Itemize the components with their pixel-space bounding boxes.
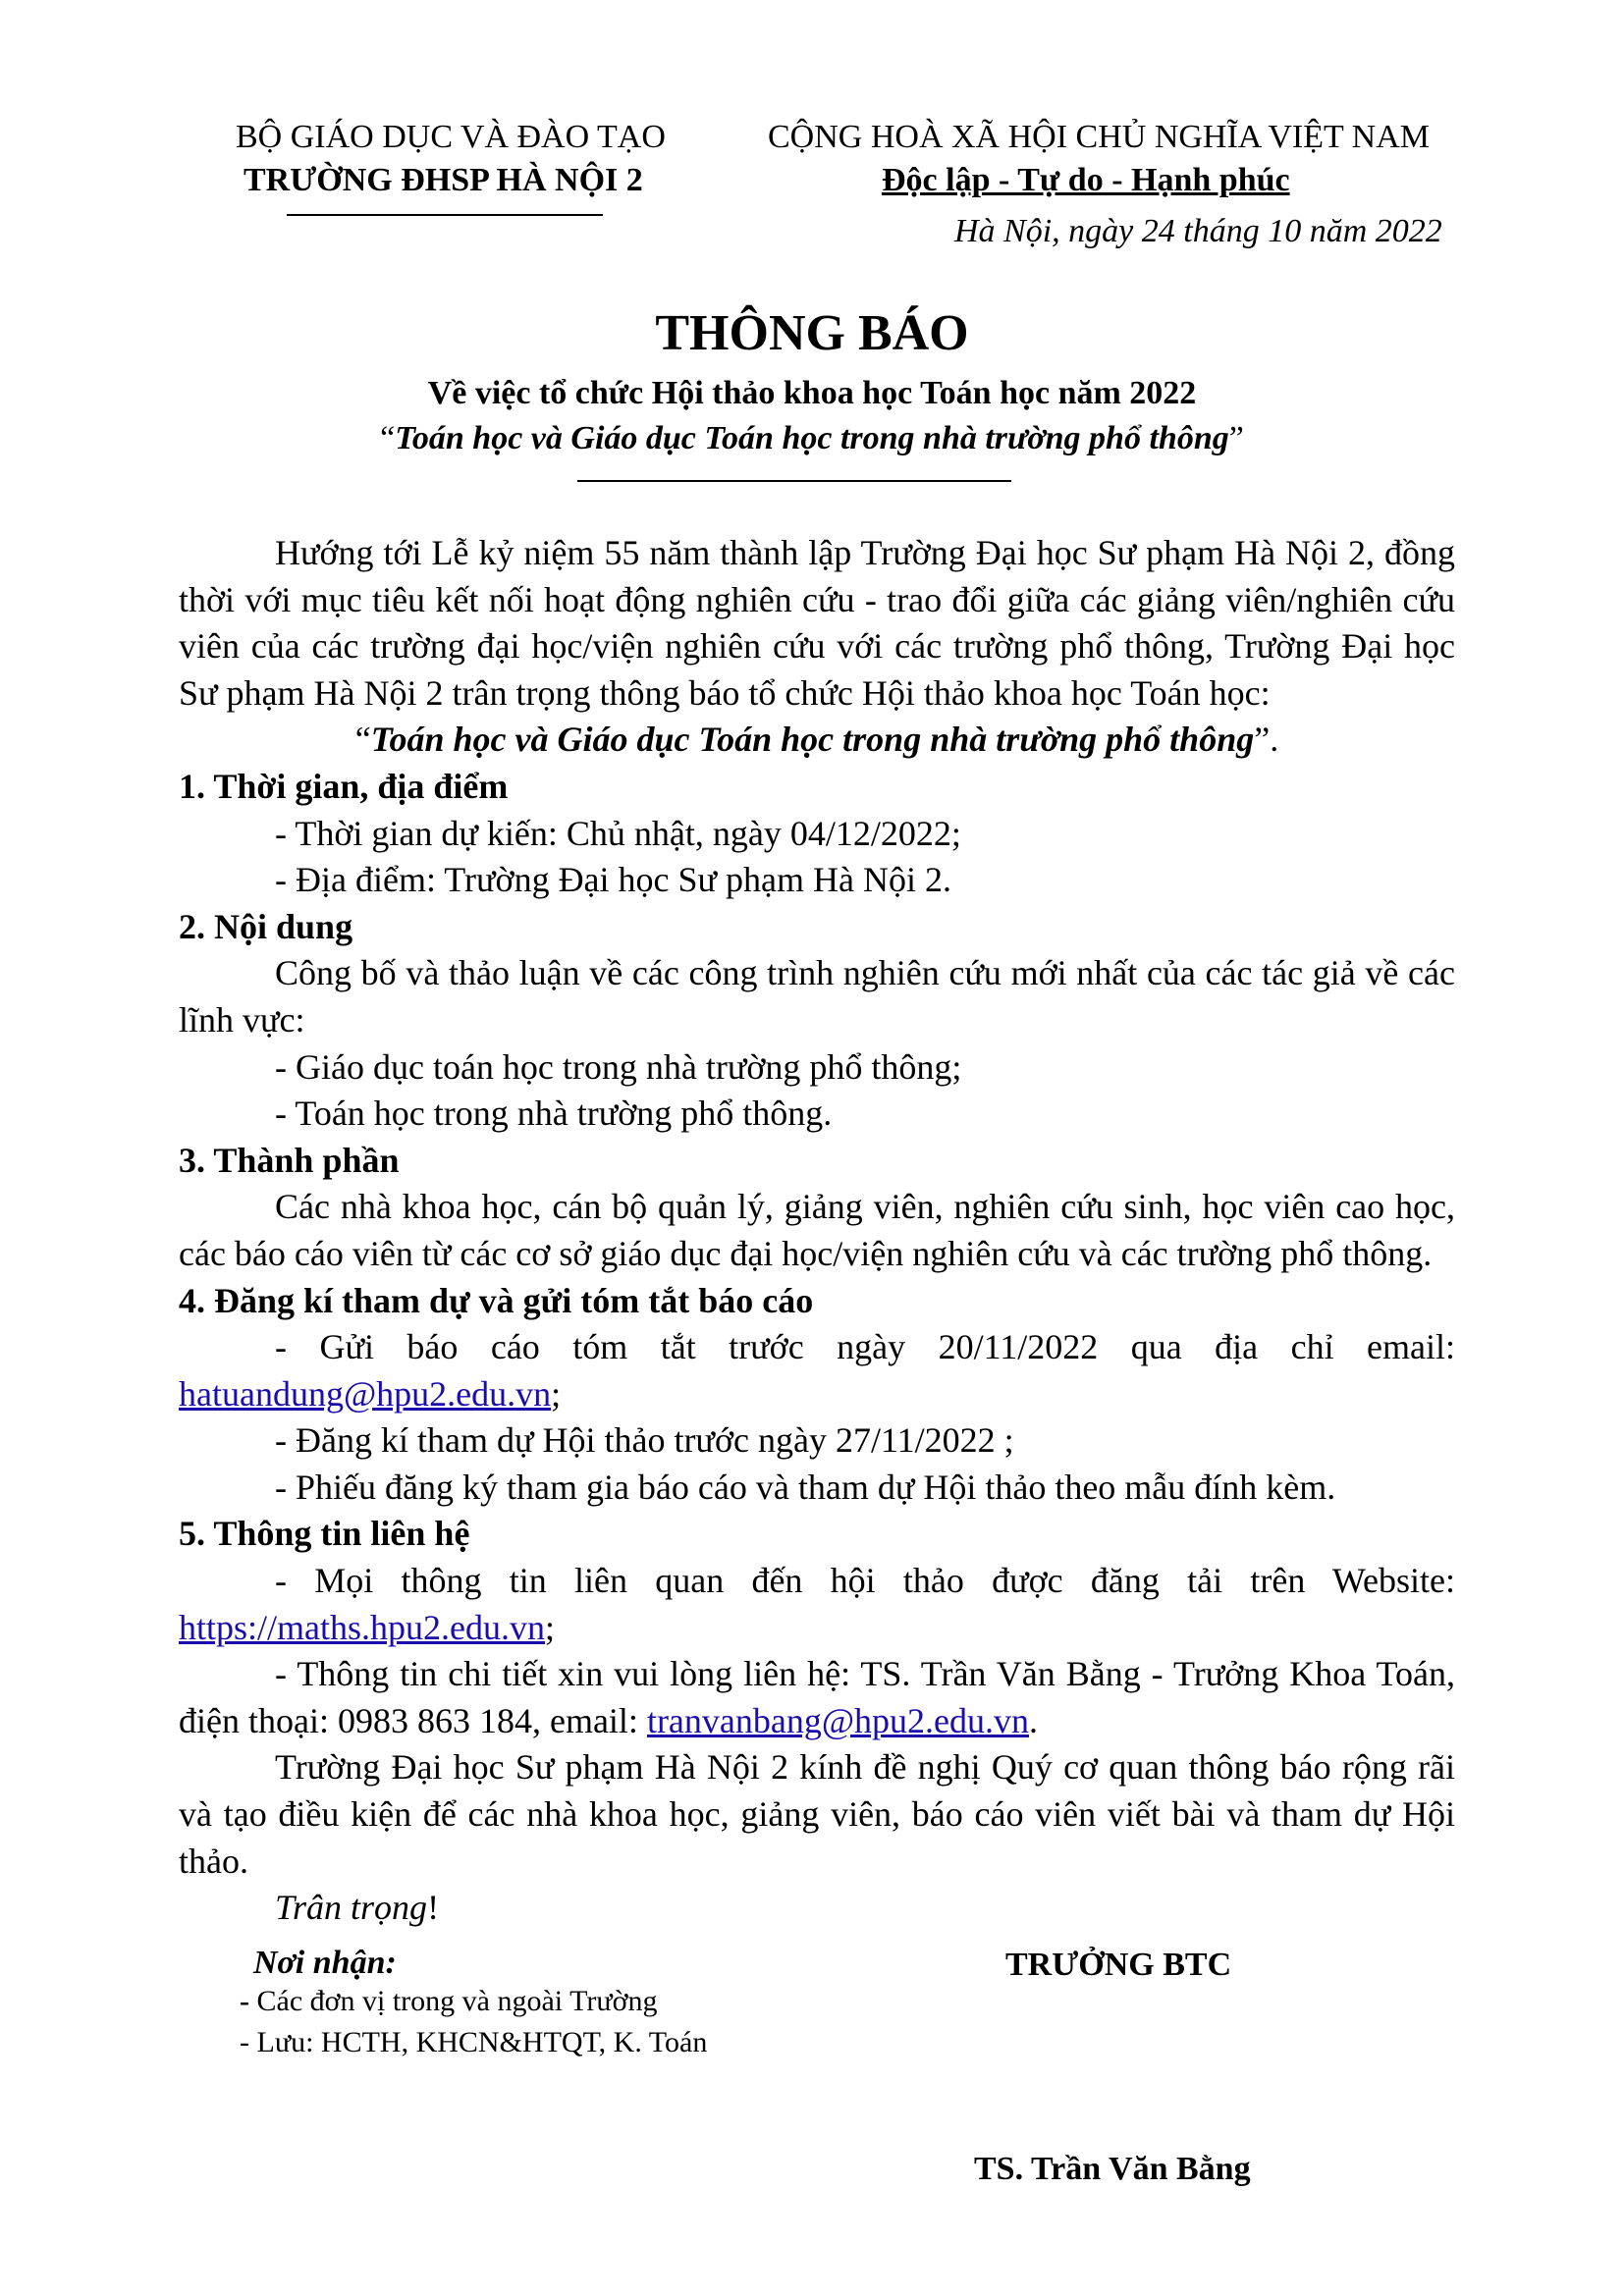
section-4-item-1-end: ; xyxy=(551,1373,562,1414)
document-body xyxy=(179,530,1455,1932)
section-5-heading: 5. Thông tin liên hệ xyxy=(179,1514,470,1554)
signature-role: TRƯỞNG BTC xyxy=(1005,1947,1232,1983)
website-link[interactable]: https://maths.hpu2.edu.vn xyxy=(179,1607,545,1647)
section-5-item-2-text: - Thông tin chi tiết xin vui lòng liên hệ: TS. Trần Văn Bằng - Trưởng Khoa Toán, điện thoại: 0983 863 184, email: xyxy=(179,1654,1455,1740)
recipients-item-2: - Lưu: HCTH, KHCN&HTQT, K. Toán xyxy=(240,2026,708,2058)
country-name: CỘNG HOÀ XÃ HỘI CHỦ NGHĨA VIỆT NAM xyxy=(768,119,1431,155)
motto: Độc lập - Tự do - Hạnh phúc xyxy=(882,162,1290,198)
recipients-item-1-text: Các đơn vị trong và ngoài Trường xyxy=(249,1985,658,2017)
closing-regards xyxy=(179,1885,1455,1932)
section-2-text: Công bố và thảo luận về các công trình nghiên cứu mới nhất của các tác giả về các lĩnh vực: xyxy=(179,953,1455,1040)
section-4-item-1-text: - Gửi báo cáo tóm tắt trước ngày 20/11/2022 qua địa chỉ email: xyxy=(275,1327,1455,1367)
intro-paragraph: Hướng tới Lễ kỷ niệm 55 năm thành lập Trường Đại học Sư phạm Hà Nội 2, đồng thời với mục tiêu kết nối hoạt động nghiên cứu - trao đổi giữa các giảng viên/nghiên cứu viên của các trường đại học/viện nghiên cứu với các trường phổ thông, Trường Đại học Sư phạm Hà Nội 2 trân trọng thông báo tổ chức Hội thảo khoa học Toán học: xyxy=(179,533,1455,713)
theme-open-quote: “ xyxy=(380,420,396,456)
theme-close-quote: ” xyxy=(1228,420,1244,456)
section-1-time: - Thời gian dự kiến: Chủ nhật, ngày 04/12/2022; xyxy=(275,813,961,853)
section-5-item-1-end: ; xyxy=(545,1607,556,1647)
section-4-item-1-email-line xyxy=(179,1371,1455,1418)
ministry-name: BỘ GIÁO DỤC VÀ ĐÀO TẠO xyxy=(236,119,666,155)
regards-end: ! xyxy=(427,1888,440,1928)
intro-theme xyxy=(179,717,1455,764)
date-line: Hà Nội, ngày 24 tháng 10 năm 2022 xyxy=(954,213,1442,249)
closing-paragraph: Trường Đại học Sư phạm Hà Nội 2 kính đề nghị Quý cơ quan thông báo rộng rãi và tạo điều kiện để các nhà khoa học, giảng viên, báo cáo viên viết bài và tham dự Hội thảo. xyxy=(179,1747,1455,1881)
section-4-item-2: - Đăng kí tham dự Hội thảo trước ngày 27/11/2022 ; xyxy=(275,1420,1014,1461)
section-1-heading: 1. Thời gian, địa điểm xyxy=(179,766,509,806)
recipients-label: Nơi nhận: xyxy=(253,1945,397,1981)
page-title: THÔNG BÁO xyxy=(655,305,969,361)
section-5-item-1-url-line xyxy=(179,1605,1455,1652)
header-left-rule xyxy=(287,214,603,216)
signature-name: TS. Trần Văn Bằng xyxy=(974,2151,1251,2187)
section-1-place: - Địa điểm: Trường Đại học Sư phạm Hà Nội 2. xyxy=(275,860,952,900)
title-rule xyxy=(577,480,1011,482)
theme-line xyxy=(0,420,1624,457)
section-3-text: Các nhà khoa học, cán bộ quản lý, giảng viên, nghiên cứu sinh, học viên cao học, các báo cáo viên từ các cơ sở giáo dục đại học/viện nghiên cứu và các trường phổ thông. xyxy=(179,1187,1455,1273)
section-2-item-2: - Toán học trong nhà trường phổ thông. xyxy=(275,1094,833,1134)
recipients-item-1 xyxy=(240,1985,657,2018)
intro-theme-open: “ xyxy=(354,720,371,760)
contact-email-link[interactable]: tranvanbang@hpu2.edu.vn xyxy=(646,1700,1029,1740)
section-2-item-1: - Giáo dục toán học trong nhà trường phổ thông; xyxy=(275,1046,962,1087)
intro-theme-close: ”. xyxy=(1254,720,1279,760)
university-name: TRƯỜNG ĐHSP HÀ NỘI 2 xyxy=(244,162,643,198)
section-5-item-2-end: . xyxy=(1029,1700,1038,1740)
section-3-heading: 3. Thành phần xyxy=(179,1140,400,1180)
theme-title: Toán học và Giáo dục Toán học trong nhà trường phổ thông xyxy=(395,420,1229,456)
section-5-item-2 xyxy=(179,1651,1455,1744)
section-2-heading: 2. Nội dung xyxy=(179,906,353,946)
section-4-item-3: - Phiếu đăng ký tham gia báo cáo và tham dự Hội thảo theo mẫu đính kèm. xyxy=(275,1467,1336,1507)
intro-theme-text: Toán học và Giáo dục Toán học trong nhà trường phổ thông xyxy=(370,720,1255,760)
submission-email-link[interactable]: hatuandung@hpu2.edu.vn xyxy=(179,1373,552,1414)
section-5-item-1-text: - Mọi thông tin liên quan đến hội thảo được đăng tải trên Website: xyxy=(275,1561,1455,1601)
subtitle: Về việc tổ chức Hội thảo khoa học Toán học năm 2022 xyxy=(427,375,1197,411)
recipients-item-1-dash: - xyxy=(240,1985,249,2017)
regards-text: Trân trọng xyxy=(275,1888,428,1928)
section-4-heading: 4. Đăng kí tham dự và gửi tóm tắt báo cáo xyxy=(179,1280,814,1320)
